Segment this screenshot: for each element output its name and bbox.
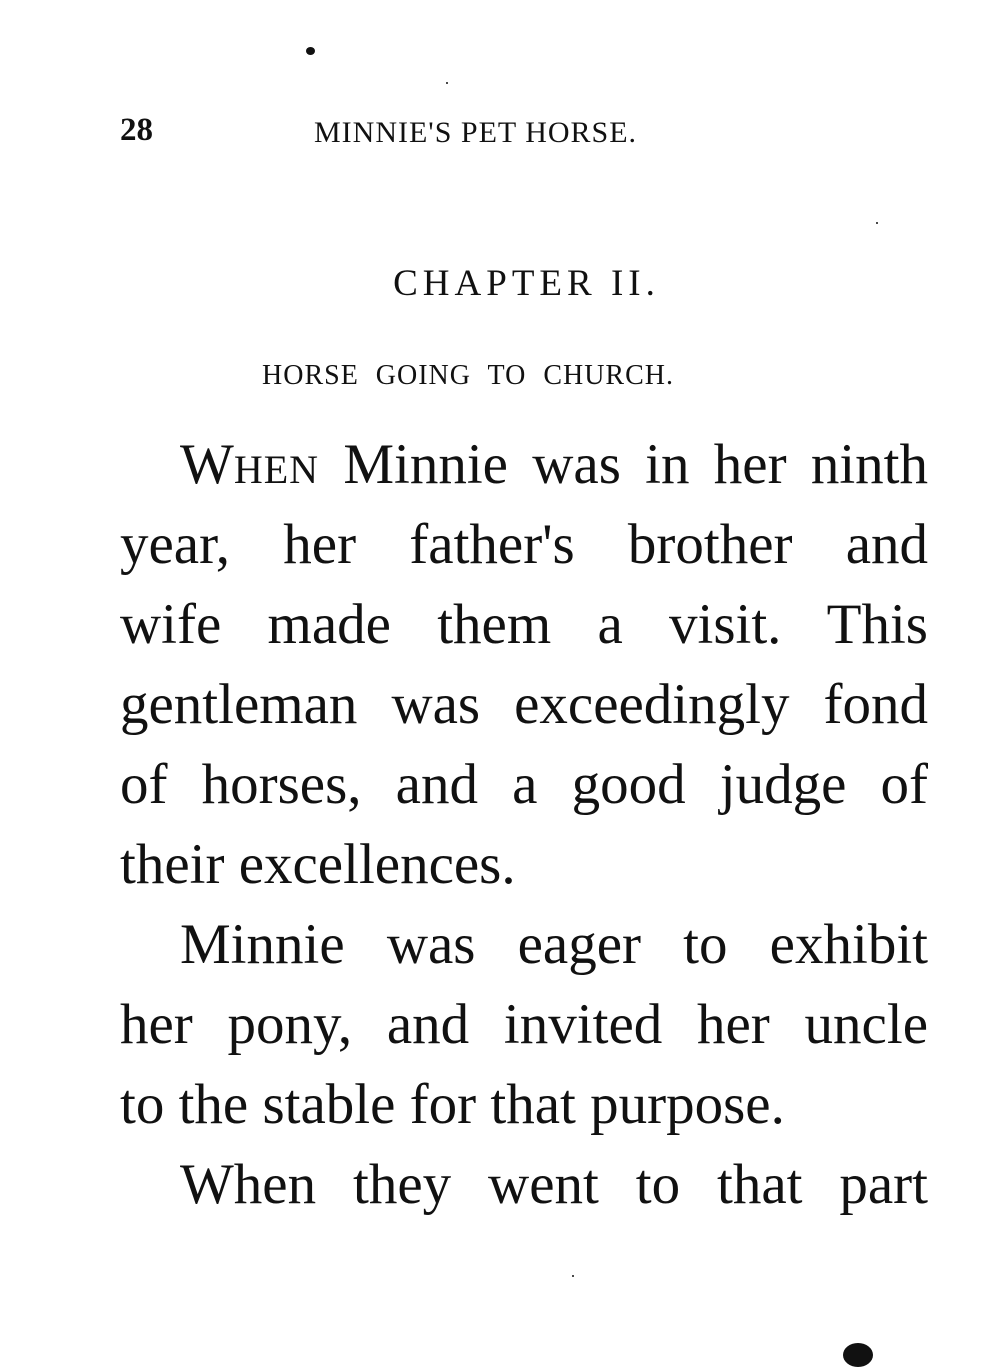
ink-speck — [572, 1275, 574, 1277]
text-line: to the stable for that purpose. — [120, 1073, 785, 1136]
ink-speck — [843, 1343, 873, 1367]
text-line: her pony, and invited her uncle — [120, 993, 928, 1056]
text-line: their excellences. — [120, 833, 516, 896]
page-number: 28 — [120, 112, 153, 148]
ink-speck — [876, 222, 878, 224]
text-line: wife made them a visit. This — [120, 593, 928, 656]
first-line-text: Minnie was in her ninth — [343, 433, 929, 496]
ink-speck — [446, 82, 448, 84]
drop-word-smallcaps: HEN — [233, 447, 320, 492]
text-line: year, her father's brother and — [120, 513, 928, 576]
body-text — [120, 425, 928, 1225]
text-line: Minnie was eager to exhibit — [180, 913, 928, 976]
text-line: When they went to that part — [180, 1153, 928, 1216]
drop-word-initial: W — [180, 433, 234, 496]
chapter-heading: CHAPTER II. — [393, 263, 660, 304]
text-line — [120, 425, 928, 505]
ink-speck — [306, 47, 315, 55]
running-title: MINNIE'S PET HORSE. — [314, 116, 638, 149]
text-line: of horses, and a good judge of — [120, 753, 928, 816]
text-line: gentleman was exceedingly fond — [120, 673, 928, 736]
chapter-subtitle: HORSE GOING TO CHURCH. — [262, 360, 675, 391]
page-header — [120, 112, 930, 152]
